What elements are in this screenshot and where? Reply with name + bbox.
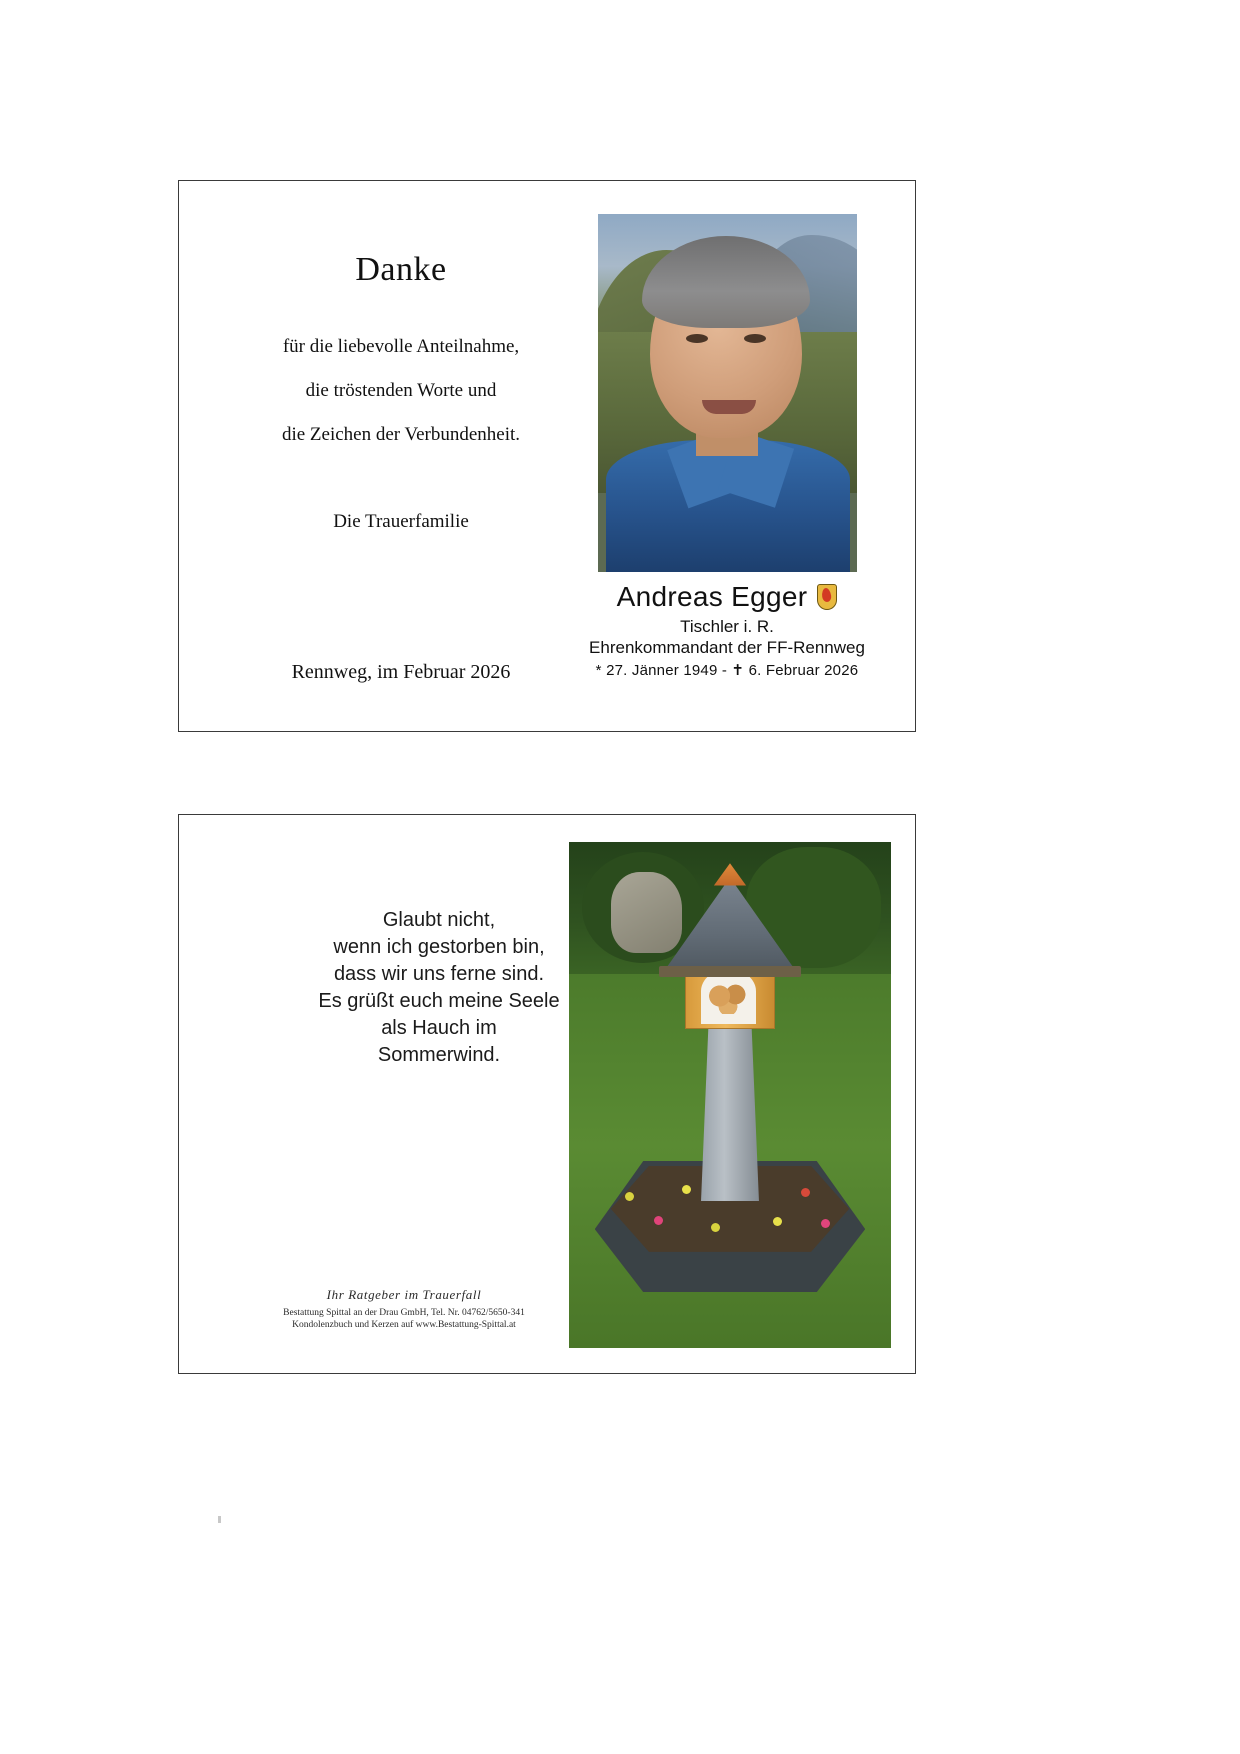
verse-line-4: Es grüßt euch meine Seele — [318, 990, 560, 1012]
person-name: Andreas Egger — [616, 581, 808, 612]
role: Ehrenkommandant der FF-Rennweg — [589, 638, 865, 657]
profession: Tischler i. R. — [680, 617, 774, 636]
name-block — [559, 581, 895, 679]
portrait-photo — [598, 214, 857, 572]
thanks-line-3: die Zeichen der Verbundenheit. — [281, 424, 521, 445]
heading-danke: Danke — [355, 251, 447, 288]
verse-line-1: Glaubt nicht, — [382, 909, 496, 931]
verse-line-5: als Hauch im — [381, 1017, 497, 1039]
photo-mouth — [702, 400, 756, 414]
verse-card — [178, 814, 916, 1374]
thank-you-card — [178, 180, 916, 732]
shrine-rock — [611, 872, 682, 953]
birth-death-dates: * 27. Jänner 1949 - ✝ 6. Februar 2026 — [595, 662, 859, 679]
shrine-figures — [707, 984, 749, 1014]
signature-family: Die Trauerfamilie — [333, 511, 469, 532]
shrine-roof-eave — [659, 966, 801, 977]
verse-line-6: Sommerwind. — [377, 1044, 501, 1066]
thanks-text-block — [201, 251, 601, 533]
thanks-line-1: für die liebevolle Anteilnahme, — [282, 336, 520, 357]
imprint-line-1: Bestattung Spittal an der Drau GmbH, Tel. Nr. 04762/5650-341 — [283, 1308, 525, 1318]
fire-brigade-crest-icon — [817, 584, 837, 610]
place-and-date: Rennweg, im Februar 2026 — [291, 661, 511, 683]
verse-line-2: wenn ich gestorben bin, — [333, 936, 545, 958]
shrine-pedestal — [701, 1009, 759, 1201]
imprint-line-2: Kondolenzbuch und Kerzen auf www.Bestattung-Spittal.at — [292, 1320, 516, 1330]
thanks-line-2: die tröstenden Worte und — [305, 380, 497, 401]
photo-eye-right — [744, 334, 766, 343]
imprint-brand: Ihr Ratgeber im Trauerfall — [326, 1287, 482, 1302]
verse-line-3: dass wir uns ferne sind. — [333, 963, 545, 985]
imprint-block — [239, 1287, 569, 1331]
shrine-photo — [569, 842, 891, 1348]
scan-artifact — [218, 1516, 221, 1523]
verse-text-block — [289, 907, 589, 1069]
photo-eye-left — [686, 334, 708, 343]
